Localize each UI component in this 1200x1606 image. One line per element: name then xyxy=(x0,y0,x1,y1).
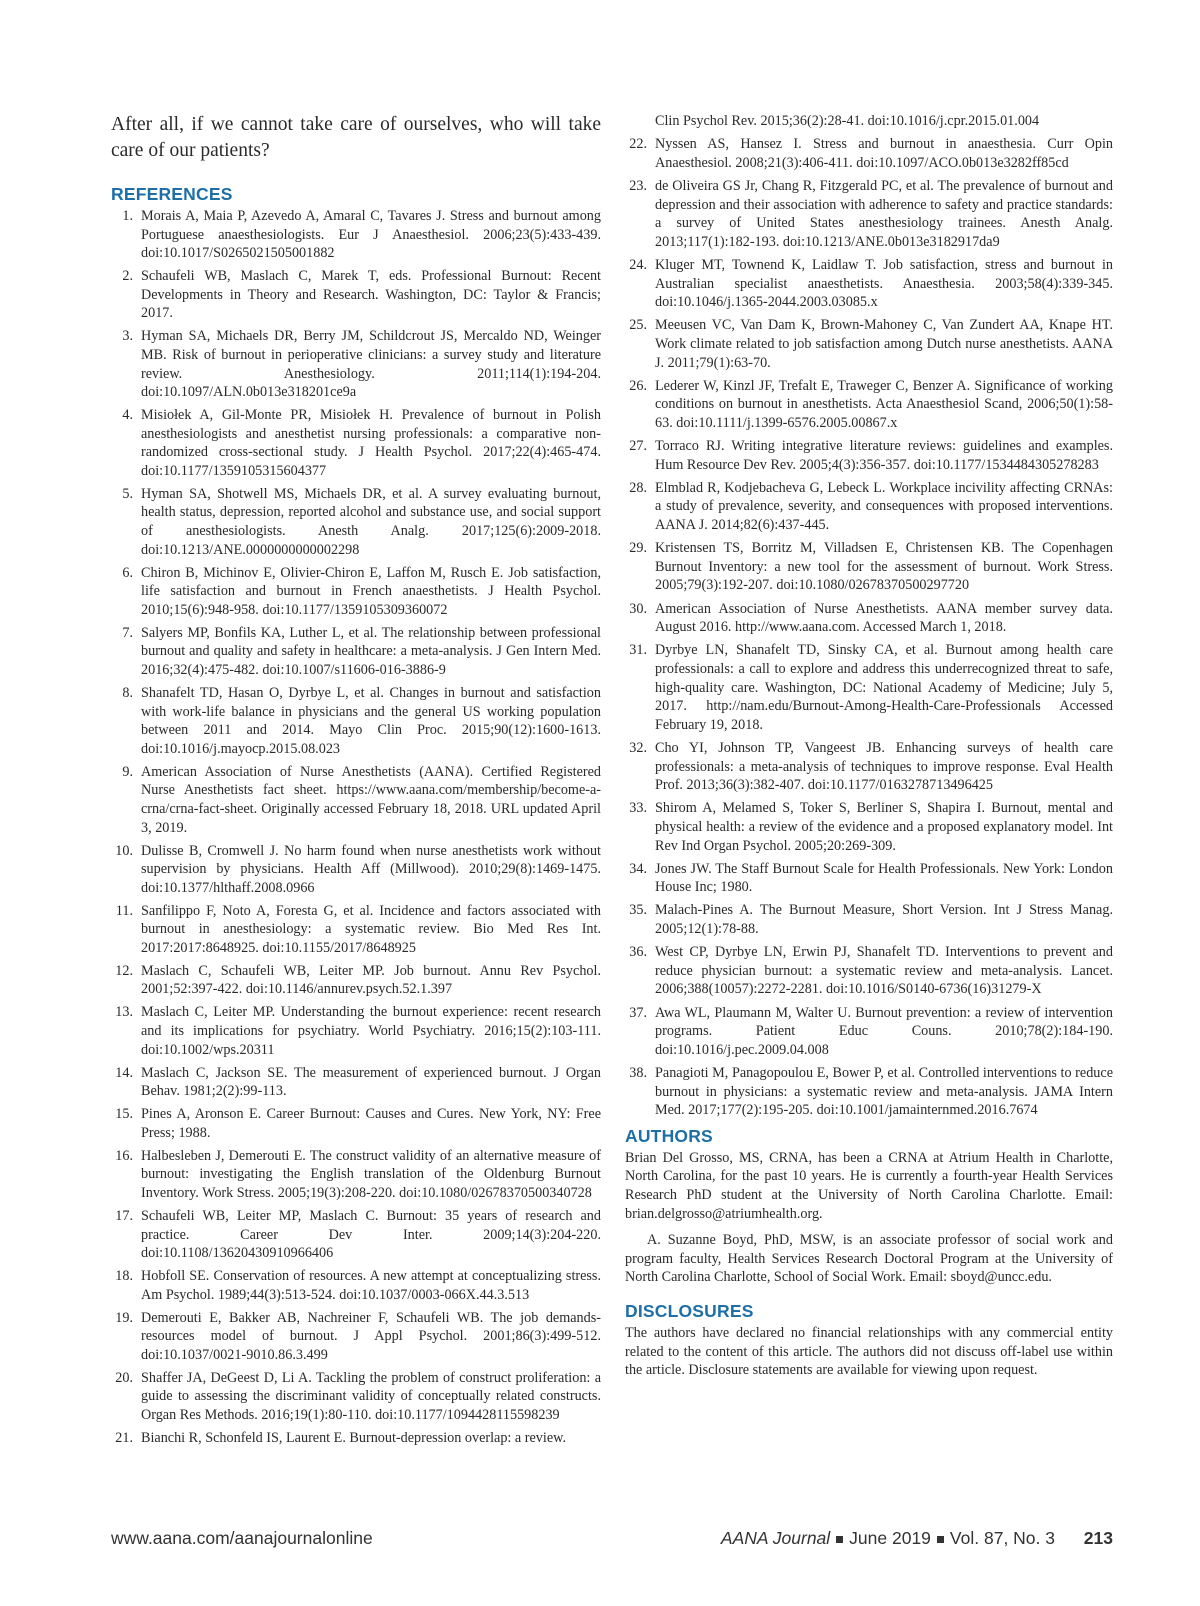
reference-number: 38. xyxy=(629,1065,647,1081)
reference-number: 21. xyxy=(115,1430,133,1447)
reference-item xyxy=(111,1207,601,1263)
reference-number: 2. xyxy=(122,268,133,285)
reference-text: Dyrbye LN, Shanafelt TD, Sinsky CA, et al. Burnout among health care professionals: a call to explore and address this underrecognized threat to safe, high-quality care. Washington, DC: National Academy of Medicine; July 5, 2017. http://nam.edu/Burnout-Among-Health-Care-Professionals Accessed February 19, 2018. xyxy=(655,642,1113,733)
reference-number: 11. xyxy=(115,902,133,919)
reference-item xyxy=(625,1064,1113,1120)
reference-text: Bianchi R, Schonfeld IS, Laurent E. Burnout-depression overlap: a review. xyxy=(141,1430,566,1447)
reference-text: Shanafelt TD, Hasan O, Dyrbye L, et al. Changes in burnout and satisfaction with work-life balance in physicians and the general US working population between 2011 and 2014. Mayo Clin Proc. 2015;90(12):1600-1613. doi:10.1016/j.mayocp.2015.08.023 xyxy=(141,684,601,757)
reference-item xyxy=(625,479,1113,535)
reference-number: 9. xyxy=(122,763,133,780)
reference-number: 36. xyxy=(629,944,647,961)
reference-item xyxy=(111,1064,601,1101)
reference-text: American Association of Nurse Anesthetists. AANA member survey data. August 2016. http://www.aana.com. Accessed March 1, 2018. xyxy=(655,600,1113,636)
journal-name: AANA Journal xyxy=(720,1528,831,1548)
reference-number: 17. xyxy=(115,1207,133,1224)
reference-text: Clin Psychol Rev. 2015;36(2):28-41. doi:10.1016/j.cpr.2015.01.004 xyxy=(655,113,1040,129)
issue-date: June 2019 xyxy=(849,1528,931,1548)
reference-number: 3. xyxy=(122,328,133,345)
reference-number: 20. xyxy=(115,1369,133,1386)
reference-item xyxy=(111,327,601,401)
left-column xyxy=(111,112,601,1452)
reference-item xyxy=(111,1267,601,1304)
reference-number: 15. xyxy=(115,1106,133,1123)
author-bio-1: Brian Del Grosso, MS, CRNA, has been a CRNA at Atrium Health in Charlotte, North Carolina, for the past 10 years. He is currently a fourth-year Health Services Research PhD student at the University of North Carolina Charlotte. Email: brian.delgrosso@atriumhealth.org. xyxy=(625,1149,1113,1222)
reference-item xyxy=(625,641,1113,734)
reference-number: 24. xyxy=(629,256,647,273)
reference-item xyxy=(111,624,601,680)
reference-text: de Oliveira GS Jr, Chang R, Fitzgerald PC, et al. The prevalence of burnout and depression and their association with adherence to safety and practice standards: a survey of United States anesthesiology trainees. Anesth Analg. 2013;117(1):182-193. doi:10.1213/ANE.0b013e3182917da9 xyxy=(655,177,1113,250)
reference-item xyxy=(625,600,1113,637)
reference-text: Hyman SA, Shotwell MS, Michaels DR, et al. A survey evaluating burnout, health status, depression, reported alcohol and substance use, and social support of anesthesiologists. Anesth Analg. 2017;125(6):2009-2018. doi:10.1213/ANE.0000000000002298 xyxy=(141,485,601,558)
reference-number: 5. xyxy=(122,485,133,502)
reference-item xyxy=(111,207,601,263)
reference-item xyxy=(111,564,601,620)
reference-number: 4. xyxy=(122,407,133,424)
reference-text: Sanfilippo F, Noto A, Foresta G, et al. Incidence and factors associated with burnout in anesthesiology: a systematic review. Bio Med Res Int. 2017:2017:8648925. doi:10.1155/2017/8648925 xyxy=(141,902,601,956)
reference-item xyxy=(111,406,601,480)
reference-number: 22. xyxy=(629,136,647,153)
reference-number: 30. xyxy=(629,600,647,617)
reference-item xyxy=(111,1147,601,1203)
reference-item xyxy=(625,799,1113,855)
reference-item xyxy=(111,763,601,837)
page-footer xyxy=(111,1528,1113,1558)
reference-item xyxy=(625,901,1113,938)
reference-item xyxy=(111,485,601,559)
reference-number: 33. xyxy=(629,800,647,817)
reference-number: 29. xyxy=(629,540,647,557)
journal-url[interactable]: www.aana.com/aanajournalonline xyxy=(111,1528,373,1548)
reference-number: 35. xyxy=(629,902,647,919)
reference-text: Schaufeli WB, Leiter MP, Maslach C. Burnout: 35 years of research and practice. Career Dev Inter. 2009;14(3):204-220. doi:10.1108/13620430910966406 xyxy=(141,1207,601,1262)
reference-number: 1. xyxy=(122,208,133,224)
reference-text: Nyssen AS, Hansez I. Stress and burnout in anaesthesia. Curr Opin Anaesthesiol. 2008;21(3):406-411. doi:10.1097/ACO.0b013e3282ff85cd xyxy=(655,136,1113,171)
reference-number: 26. xyxy=(629,377,647,394)
reference-text: Elmblad R, Kodjebacheva G, Lebeck L. Workplace incivility affecting CRNAs: a study of prevalence, severity, and consequences with proposed interventions. AANA J. 2014;82(6):437-445. xyxy=(655,479,1113,534)
reference-text: Meeusen VC, Van Dam K, Brown-Mahoney C, Van Zundert AA, Knape HT. Work climate related to job satisfaction among Dutch nurse anesthetists. AANA J. 2011;79(1):63-70. xyxy=(655,317,1113,371)
reference-number: 16. xyxy=(115,1147,133,1164)
reference-number: 23. xyxy=(629,177,647,194)
reference-item xyxy=(625,437,1113,474)
separator-square-icon xyxy=(836,1536,843,1543)
reference-text: Misiołek A, Gil-Monte PR, Misiołek H. Prevalence of burnout in Polish anesthesiologists and anesthetist nursing professionals: a comparative non-randomized cross-sectional study. J Health Psychol. 2017;22(4):465-474. doi:10.1177/1359105315604377 xyxy=(141,407,601,479)
reference-text: Cho YI, Johnson TP, Vangeest JB. Enhancing surveys of health care professionals: a meta-analysis of techniques to improve response. Eval Health Prof. 2013;36(3):382-407. doi:10.1177/0163278713496425 xyxy=(655,739,1113,794)
reference-item xyxy=(625,943,1113,999)
reference-text: Lederer W, Kinzl JF, Trefalt E, Traweger C, Benzer A. Significance of working conditions on burnout in anesthetists. Acta Anaesthesiol Scand, 2006;50(1):58-63. doi:10.1111/j.1399-6576.2005.00867.x xyxy=(655,377,1113,431)
journal-citation xyxy=(721,1528,1055,1549)
right-column xyxy=(625,112,1113,1388)
reference-text: Schaufeli WB, Maslach C, Marek T, eds. Professional Burnout: Recent Developments in Theory and Research. Washington, DC: Taylor & Francis; 2017. xyxy=(141,268,601,322)
volume-issue: Vol. 87, No. 3 xyxy=(949,1528,1055,1548)
reference-text: Maslach C, Schaufeli WB, Leiter MP. Job burnout. Annu Rev Psychol. 2001;52:397-422. doi:10.1146/annurev.psych.52.1.397 xyxy=(141,962,601,998)
reference-item xyxy=(111,902,601,958)
reference-text: Maslach C, Jackson SE. The measurement of experienced burnout. J Organ Behav. 1981;2(2):99-113. xyxy=(141,1064,601,1100)
reference-number: 31. xyxy=(629,642,647,659)
reference-text: Maslach C, Leiter MP. Understanding the burnout experience: recent research and its implications for psychiatry. World Psychiatry. 2016;15(2):103-111. doi:10.1002/wps.20311 xyxy=(141,1004,601,1058)
reference-item xyxy=(625,112,1113,131)
reference-text: Chiron B, Michinov E, Olivier-Chiron E, Laffon M, Rusch E. Job satisfaction, life satisfaction and burnout in French anaesthetists. J Health Psychol. 2010;15(6):948-958. doi:10.1177/1359105309360072 xyxy=(141,564,601,618)
disclosures-text: The authors have declared no financial relationships with any commercial entity related to the content of this article. The authors did not discuss off-label use within the article. Disclosure statements are available for viewing upon request. xyxy=(625,1324,1113,1379)
reference-text: Hobfoll SE. Conservation of resources. A new attempt at conceptualizing stress. Am Psychol. 1989;44(3):513-524. doi:10.1037/0003-066X.44.3.513 xyxy=(141,1268,601,1303)
reference-item xyxy=(111,842,601,898)
reference-number: 18. xyxy=(115,1268,133,1285)
reference-text: Kluger MT, Townend K, Laidlaw T. Job satisfaction, stress and burnout in Australian specialist anaesthetists. Anaesthesia. 2003;58(4):339-345. doi:10.1046/j.1365-2044.2003.03085.x xyxy=(655,256,1113,311)
disclosures-heading: DISCLOSURES xyxy=(625,1300,754,1321)
reference-item xyxy=(111,1105,601,1142)
reference-item xyxy=(111,1309,601,1365)
reference-item xyxy=(625,539,1113,595)
separator-square-icon xyxy=(937,1536,944,1543)
reference-item xyxy=(625,256,1113,312)
reference-number: 34. xyxy=(629,860,647,877)
reference-number: 28. xyxy=(629,479,647,496)
reference-number: 13. xyxy=(115,1004,133,1021)
references-list-right xyxy=(625,112,1113,1120)
reference-text: Dulisse B, Cromwell J. No harm found when nurse anesthetists work without supervision by physicians. Health Aff (Millwood). 2010;29(8):1469-1475. doi:10.1377/hlthaff.2008.0966 xyxy=(141,842,601,896)
reference-item xyxy=(111,962,601,999)
reference-number: 6. xyxy=(122,564,133,581)
reference-item xyxy=(625,135,1113,172)
reference-number: 8. xyxy=(122,684,133,701)
reference-number: 25. xyxy=(629,317,647,334)
reference-text: Malach-Pines A. The Burnout Measure, Short Version. Int J Stress Manag. 2005;12(1):78-88. xyxy=(655,902,1113,938)
reference-text: Salyers MP, Bonfils KA, Luther L, et al. The relationship between professional burnout and quality and safety in healthcare: a meta-analysis. J Gen Intern Med. 2016;32(4):475-482. doi:10.1007/s11606-016-3886-9 xyxy=(141,624,601,678)
reference-item xyxy=(625,860,1113,897)
reference-text: American Association of Nurse Anesthetists (AANA). Certified Registered Nurse Anesthetists fact sheet. https://www.aana.com/membership/become-a-crna/crna-fact-sheet. Originally accessed February 18, 2018. URL updated April 3, 2019. xyxy=(141,763,601,836)
reference-text: Awa WL, Plaumann M, Walter U. Burnout prevention: a review of intervention programs. Patient Educ Couns. 2010;78(2):184-190. doi:10.1016/j.pec.2009.04.008 xyxy=(655,1004,1113,1058)
reference-text: Jones JW. The Staff Burnout Scale for Health Professionals. New York: London House Inc; 1980. xyxy=(655,860,1113,896)
reference-item xyxy=(625,1004,1113,1060)
reference-number: 27. xyxy=(629,438,647,455)
reference-item xyxy=(625,739,1113,795)
authors-heading: AUTHORS xyxy=(625,1125,713,1146)
reference-number: 14. xyxy=(115,1064,133,1081)
reference-text: Halbesleben J, Demerouti E. The construct validity of an alternative measure of burnout: investigating the English translation of the Oldenburg Burnout Inventory. Work Stress. 2005;19(3):208-220. doi:10.1080/02678370500340728 xyxy=(141,1147,601,1201)
references-list-left xyxy=(111,207,601,1448)
closing-paragraph: After all, if we cannot take care of ourselves, who will take care of our patients? xyxy=(111,114,601,161)
reference-text: Shaffer JA, DeGeest D, Li A. Tackling the problem of construct proliferation: a guide to assessing the discriminant validity of conceptually related constructs. Organ Res Methods. 2016;19(1):80-110. doi:10.1177/1094428115598239 xyxy=(141,1369,601,1424)
reference-text: West CP, Dyrbye LN, Erwin PJ, Shanafelt TD. Interventions to prevent and reduce physician burnout: a systematic review and meta-analysis. Lancet. 2006;388(10057):2272-2281. doi:10.1016/S0140-6736(16)31279-X xyxy=(655,944,1113,998)
page-number: 213 xyxy=(1083,1528,1113,1548)
reference-text: Shirom A, Melamed S, Toker S, Berliner S, Shapira I. Burnout, mental and physical health: a review of the evidence and a proposed explanatory model. Int Rev Ind Organ Psychol. 2005;20:269-309. xyxy=(655,800,1113,854)
references-heading: REFERENCES xyxy=(111,184,233,204)
reference-item xyxy=(111,1003,601,1059)
reference-number: 10. xyxy=(115,842,133,859)
reference-number: 19. xyxy=(115,1309,133,1326)
reference-item xyxy=(625,316,1113,372)
reference-text: Hyman SA, Michaels DR, Berry JM, Schildcrout JS, Mercaldo ND, Weinger MB. Risk of burnout in perioperative clinicians: a survey study and literature review. Anesthesiology. 2011;114(1):194-204. doi:10.1097/ALN.0b013e318201ce9a xyxy=(141,328,601,401)
reference-item xyxy=(111,1369,601,1425)
reference-number: 37. xyxy=(629,1004,647,1021)
reference-text: Pines A, Aronson E. Career Burnout: Causes and Cures. New York, NY: Free Press; 1988. xyxy=(141,1106,601,1141)
reference-text: Panagioti M, Panagopoulou E, Bower P, et al. Controlled interventions to reduce burnout in physicians: a systematic review and meta-analysis. JAMA Intern Med. 2017;177(2):195-205. doi:10.1001/jamainternmed.2016.7674 xyxy=(655,1065,1113,1119)
reference-item xyxy=(625,377,1113,433)
reference-number: 7. xyxy=(122,624,133,641)
reference-number: 32. xyxy=(629,739,647,756)
reference-item xyxy=(111,1429,601,1448)
reference-item xyxy=(625,177,1113,251)
reference-text: Kristensen TS, Borritz M, Villadsen E, Christensen KB. The Copenhagen Burnout Inventory: a new tool for the assessment of burnout. Work Stress. 2005;79(3):192-207. doi:10.1080/02678370500297720 xyxy=(655,540,1113,594)
reference-text: Demerouti E, Bakker AB, Nachreiner F, Schaufeli WB. The job demands-resources model of burnout. J Appl Psychol. 2001;86(3):499-512. doi:10.1037/0021-9010.86.3.499 xyxy=(141,1309,601,1363)
reference-text: Morais A, Maia P, Azevedo A, Amaral C, Tavares J. Stress and burnout among Portuguese anaesthesiologists. Eur J Anaesthesiol. 2006;23(5):433-439. doi:10.1017/S0265021505001882 xyxy=(141,208,601,262)
reference-text: Torraco RJ. Writing integrative literature reviews: guidelines and examples. Hum Resource Dev Rev. 2005;4(3):356-357. doi:10.1177/1534484305278283 xyxy=(655,438,1113,473)
reference-number: 12. xyxy=(115,962,133,979)
reference-item xyxy=(111,684,601,758)
author-bio-2: A. Suzanne Boyd, PhD, MSW, is an associate professor of social work and program faculty, Health Services Research Doctoral Program at the University of North Carolina Charlotte, School of Social Work. Email: sboyd@uncc.edu. xyxy=(625,1232,1113,1286)
reference-item xyxy=(111,267,601,323)
